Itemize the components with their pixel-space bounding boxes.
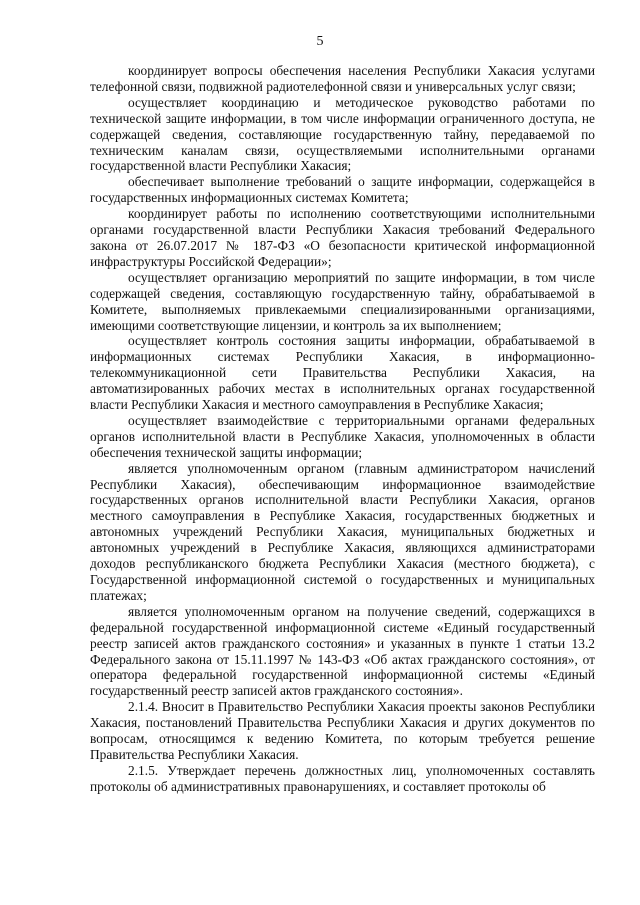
paragraph-protection-control: осуществляет контроль состояния защиты информации, обрабатываемой в информационных системах Республики Хакасия, в информационно-телекоммуникационной сети Правительства Республики Хакасия, на автоматизированных рабочих местах в исполнительных органах государственной власти Республики Хакасия и местного самоуправления в Республике Хакасия; [90,333,595,413]
paragraph-payments-administrator: является уполномоченным органом (главным администратором начислений Республики Хакасия), обеспечивающим информационное взаимодействие государственных органов исполнительной власти Республики Хакасия, органов местного самоуправления в Республике Хакасия, государственных бюджетных и автономных учреждений Республики Хакасия, муниципальных бюджетных и автономных учреждений в Республике Хакасия, являющихся администраторами доходов республиканского бюджета Республики Хакасия (местного бюджета), с Государственной информационной системой о государственных и муниципальных платежах; [90,460,595,603]
paragraph-technical-protection-coordination: осуществляет координацию и методическое руководство работами по технической защите информации, в том числе информации ограниченного доступа, не содержащей сведения, составляющие государственную тайну, передаваемой по техническим каналам связи, осуществляемыми исполнительными органами государственной власти Республики Хакасия; [90,94,595,174]
paragraph-critical-infrastructure-law: координирует работы по исполнению соответствующими исполнительными органами государственной власти Республики Хакасия требований Федерального закона от 26.07.2017 № 187-ФЗ «О безопасности критической информационной инфраструктуры Российской Федерации»; [90,206,595,269]
paragraph-section-2-1-4: 2.1.4. Вносит в Правительство Республики Хакасия проекты законов Республики Хакасия, постановлений Правительства Республики Хакасия и других документов по вопросам, относящимся к ведению Комитета, по которым требуется решение Правительства Республики Хакасия. [90,699,595,762]
page-number: 5 [316,34,324,49]
paragraph-protection-measures: осуществляет организацию мероприятий по защите информации, в том числе содержащей сведения, составляющую государственную тайну, обрабатываемой в Комитете, выполняемых привлекаемыми специализированными организациями, имеющими соответствующие лицензии, и контроль за их выполнением; [90,269,595,333]
paragraph-section-2-1-5: 2.1.5. Утверждает перечень должностных лиц, уполномоченных составлять протоколы об административных правонарушениях, и составляет протоколы об [90,762,595,794]
paragraph-telephone-services: координирует вопросы обеспечения населения Республики Хакасия услугами телефонной связи, подвижной радиотелефонной связи и универсальных услуг связи; [90,63,595,94]
paragraph-civil-registry: является уполномоченным органом на получение сведений, содержащихся в федеральной государственной информационной системе «Единый государственный реестр записей актов гражданского состояния» и указанных в пункте 1 статьи 13.2 Федерального закона от 15.11.1997 № 143-ФЗ «Об актах гражданского состояния», от оператора федеральной государственной информационной системы «Единый государственный реестр записей актов гражданского состояния». [90,603,595,699]
document-body [90,63,595,795]
paragraph-information-protection-requirements: обеспечивает выполнение требований о защите информации, содержащейся в государственных информационных системах Комитета; [90,174,595,206]
paragraph-territorial-interaction: осуществляет взаимодействие с территориальными органами федеральных органов исполнительной власти в Республике Хакасия, уполномоченных в области обеспечения технической защиты информации; [90,412,595,460]
